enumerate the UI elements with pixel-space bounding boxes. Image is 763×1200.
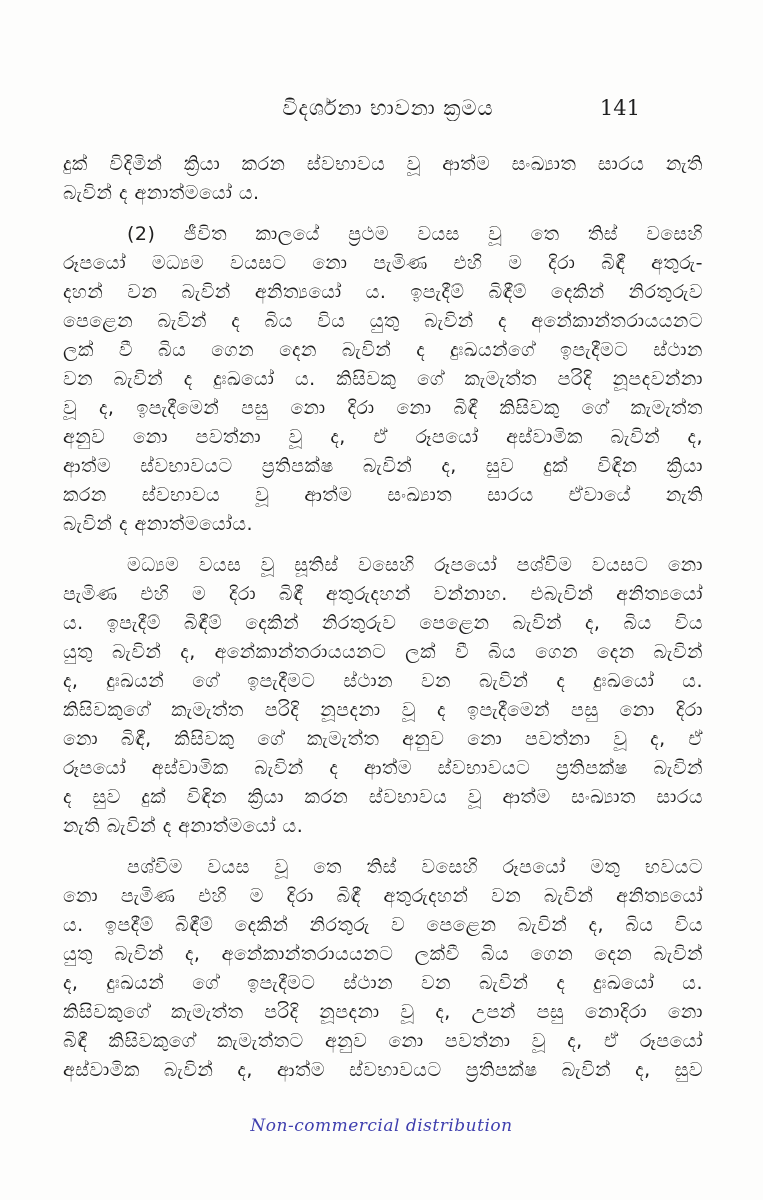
text-line: රූපයෝ අස්වාමික බැවින් ද ආත්ම ස්වභාවයට ප්‍රතිපක්ෂ බැවින් xyxy=(63,757,703,779)
text-line: ද, දුඃඛයන් ගේ ඉපැදීමට ස්ථාන වන බැවින් ද දුඃඛයෝ ය. xyxy=(63,972,703,994)
text-line: නැති බැවින් ද අනාත්මයෝ ය. xyxy=(63,815,304,837)
paragraph xyxy=(63,551,703,841)
page-body xyxy=(63,150,703,1097)
text-line: යුතු බැවින් ද, අනේකාන්තරායයනට ලක්වී බිය ගෙන දෙන බැවින් xyxy=(63,943,703,965)
text-line: ද සුව දුක් විඳින ක්‍රියා කරන ස්වභාවය වූ ආත්ම සංඛ්‍යාත සාරය xyxy=(63,786,703,808)
page-footer xyxy=(0,1116,763,1136)
footer-text: Non-commercial distribution xyxy=(250,1116,513,1136)
text-line: (2) ජීවිත කාලයේ ප්‍රථම වයස වූ තෙ තිස් වසෙහි xyxy=(127,223,703,245)
text-line: මධ්‍යම වයස වූ සූතිස් වසෙහි රූපයෝ පශ්විම වයසට නො xyxy=(127,554,703,576)
paragraph xyxy=(63,220,703,539)
page-header xyxy=(63,96,710,132)
text-line: කරන ස්වභාවය වූ ආත්ම සංඛ්‍යාත සාරය ඒවායේ නැති xyxy=(63,484,703,506)
text-line: කිසිවකුගේ කැමැත්ත පරිදි නූපදනා වූ ද ඉපැදීමෙන් පසු නො දිරා xyxy=(63,699,703,721)
text-line: අනුව නො පවත්නා වූ ද, ඒ රූපයෝ අස්වාමික බැවින් ද, xyxy=(63,426,703,448)
text-line: නො බිඳී, කිසිවකු ගේ කැමැත්ත අනුව නො පවත්නා වූ ද, ඒ xyxy=(63,728,703,750)
page-number: 141 xyxy=(599,96,640,120)
paragraph xyxy=(63,853,703,1085)
text-line: වන බැවින් ද දුඃඛයෝ ය. කිසිවකු ගේ කැමැත්ත පරිදි නූපදවන්නා xyxy=(63,368,703,390)
text-line: වූ ද, ඉපැදීමෙන් පසු නො දිරා නො බිඳී කිසිවකු ගේ කැමැත්ත xyxy=(63,397,703,419)
text-line: පෙළෙන බැවින් ද බිය විය යුතු බැවින් ද අනේකාන්තරායයනට xyxy=(63,310,703,332)
text-line: ආත්ම ස්වභාවයට ප්‍රතිපක්ෂ බැවින් ද, සුව දුක් විඳින ක්‍රියා xyxy=(63,455,703,477)
running-title: විදර්ශනා භාවනා ක්‍රමය xyxy=(282,96,494,120)
text-line: ය. ඉපදීම් බිඳීම් දෙකින් නිරතුරු ව පෙළෙන බැවින් ද, බිය විය xyxy=(63,914,703,936)
text-line: පැමිණ එහි ම දිරා බිඳී අතුරුදහන් වන්නාහ. එබැවින් අනිත්‍යයෝ xyxy=(63,583,703,605)
text-line: දහන් වන බැවින් අනිත්‍යයෝ ය. ඉපැදීම් බිඳීම් දෙකින් නිරතුරුව xyxy=(63,281,703,303)
text-line: බිඳී කිසිවකුගේ කැමැත්තට අනුව නො පවත්නා වූ ද, ඒ රූපයෝ xyxy=(63,1030,703,1052)
text-line: දුක් විදිමින් ක්‍රියා කරන ස්වභාවය වූ ආත්ම සංඛ්‍යාත සාරය නැති xyxy=(63,153,703,175)
text-line: බැවින් ද අනාත්මයෝ ය. xyxy=(63,182,260,204)
text-line: බැවින් ද අනාත්මයෝය. xyxy=(63,513,254,535)
text-line: ද, දුඃඛයන් ගේ ඉපැදීමට ස්ථාන වන බැවින් ද දුඃඛයෝ ය. xyxy=(63,670,703,692)
text-line: රූපයෝ මධ්‍යම වයසට නො පැමිණ එහි ම දිරා බිඳී අතුරු- xyxy=(63,252,703,274)
text-line: කිසිවකුගේ කැමැත්ත පරිදි නූපදනා වූ ද, උපන් පසු නොදිරා නො xyxy=(63,1001,703,1023)
text-line: නො පැමිණ එහි ම දිරා බිඳී අතුරුදහන් වන බැවින් අනිත්‍යයෝ xyxy=(63,885,703,907)
paragraph xyxy=(63,150,703,208)
text-line: ය. ඉපැදීම් බිඳීම් දෙකින් නිරතුරුව පෙළෙන බැවින් ද, බිය විය xyxy=(63,612,703,634)
text-line: අස්වාමික බැවින් ද, ආත්ම ස්වභාවයට ප්‍රතිපක්ෂ බැවින් ද, සුව xyxy=(63,1059,703,1081)
text-line: පශ්විම වයස වූ තෙ තිස් වසෙහි රූපයෝ මතු භවයට xyxy=(127,856,703,878)
text-line: ලක් වී බිය ගෙන දෙන බැවින් ද දුඃඛයන්ගේ ඉපැදීමට ස්ථාන xyxy=(63,339,703,361)
text-line: යුතු බැවින් ද, අනේකාන්තරායයනට ලක් වී බිය ගෙන දෙන බැවින් xyxy=(63,641,703,663)
